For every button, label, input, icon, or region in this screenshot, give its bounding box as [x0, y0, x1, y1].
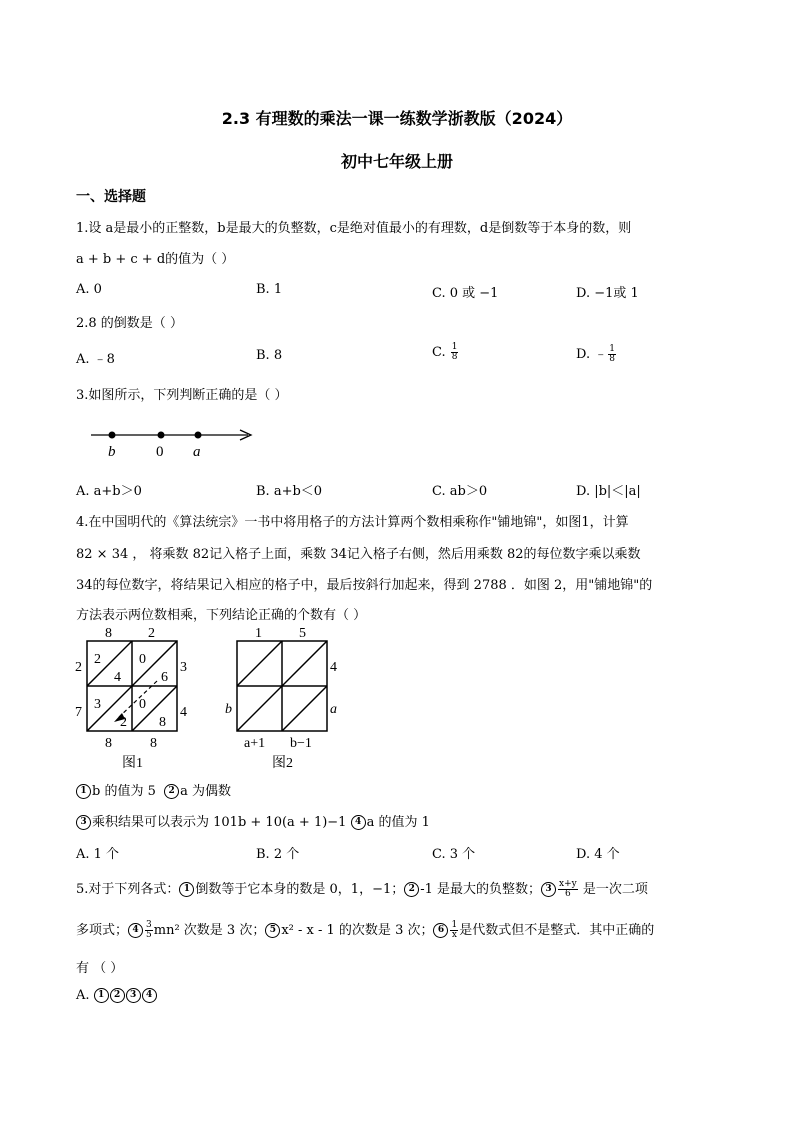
- fraction-1-over-x: [450, 921, 458, 940]
- fig1-bottom-8b: 8: [150, 736, 157, 751]
- fig1-cell: 8: [159, 715, 166, 730]
- q5-item-5: x² - x - 1 的次数是 3 次；: [281, 923, 434, 938]
- fig1-caption: 图1: [122, 756, 143, 771]
- fraction-x-plus-y-over-6: [558, 880, 578, 899]
- q5-intro: 5.对于下列各式：: [76, 882, 180, 897]
- fig2-bottom-a-plus-1: a+1: [244, 736, 266, 751]
- statement-1: b 的值为 5: [92, 784, 156, 799]
- circled-number-5-icon: 5: [265, 923, 280, 938]
- q1-option-c[interactable]: C. 0 或 −1: [432, 286, 499, 301]
- fig1-cell: 2: [120, 715, 127, 730]
- statement-2: a 为偶数: [180, 784, 232, 799]
- circled-number-4-icon: 4: [128, 923, 143, 938]
- circled-number-2-icon: 2: [110, 988, 125, 1003]
- section-heading: 一、选择题: [76, 189, 146, 205]
- statement-4: a 的值为 1: [366, 815, 430, 830]
- q3-text: 3.如图所示，下列判断正确的是（ ）: [76, 388, 288, 403]
- frac-num: 1: [609, 344, 615, 354]
- circled-number-3-icon: 3: [126, 988, 141, 1003]
- q1-text-line1: 1.设 a是最小的正整数，b是最大的负整数，c是绝对值最小的有理数，d是倒数等于本身的数，则: [76, 221, 632, 236]
- q3-option-d[interactable]: D. |b|＜|a|: [576, 484, 641, 499]
- q4-line2: 82 × 34 ， 将乘数 82记入格子上面，乘数 34记入格子右侧，然后用乘数 82的每位数字乘以乘数: [76, 547, 641, 562]
- fig2-right-a: a: [330, 702, 337, 717]
- q1-option-d[interactable]: D. −1或 1: [576, 286, 639, 301]
- q1-option-a[interactable]: A. 0: [76, 282, 102, 297]
- q5-item-3: 是一次二项: [582, 882, 648, 897]
- frac-den: 6: [565, 889, 571, 899]
- q1-option-b[interactable]: B. 1: [256, 282, 283, 297]
- q1-text-line2: a + b + c + d的值为（ ）: [76, 252, 235, 267]
- fig1-cell: 4: [114, 670, 121, 685]
- fig2-left-b: b: [225, 702, 232, 717]
- point-a: [195, 432, 202, 439]
- circled-number-4-icon: 4: [351, 815, 366, 830]
- q2-option-d-label: D. ﹣: [576, 347, 608, 362]
- fig1-left-7: 7: [75, 705, 82, 720]
- circled-number-1-icon: 1: [94, 988, 109, 1003]
- fig1-top-2: 2: [148, 626, 155, 641]
- frac-den: 8: [451, 352, 458, 362]
- q5-item-2: -1 是最大的负整数；: [420, 882, 542, 897]
- q5-item-6: 是代数式但不是整式．其中正确的: [459, 923, 655, 938]
- fraction-one-eighth: [451, 343, 459, 362]
- q5-option-a[interactable]: [76, 988, 158, 1003]
- q2-option-b[interactable]: B. 8: [256, 348, 283, 363]
- q5-item-1: 倒数等于它本身的数是 0，1，−1；: [195, 882, 405, 897]
- fig2-bottom-b-minus-1: b−1: [290, 736, 312, 751]
- q2-option-a[interactable]: A. ﹣8: [76, 352, 115, 367]
- q5-line3: 有 （ ）: [76, 961, 124, 976]
- circled-number-1-icon: 1: [76, 784, 91, 799]
- q2-option-c[interactable]: [432, 343, 459, 362]
- fig2-top-1: 1: [255, 626, 262, 641]
- statement-3: 乘积结果可以表示为 101b + 10(a + 1)−1: [92, 815, 347, 830]
- frac-den: x: [451, 930, 457, 940]
- q4-option-d[interactable]: D. 4 个: [576, 847, 620, 862]
- frac-num: 1: [451, 920, 458, 930]
- q4-line3: 34的每位数字，将结果记入相应的格子中，最后按斜行加起来，得到 2788 ．如图 2，用"铺地锦"的: [76, 578, 653, 593]
- figure-1-lattice: [72, 624, 197, 774]
- fig1-cell: 6: [161, 670, 168, 685]
- fig1-right-3: 3: [180, 660, 187, 675]
- frac-num: 1: [451, 342, 458, 352]
- circled-number-2-icon: 2: [404, 882, 419, 897]
- fig1-cell: 0: [139, 697, 146, 712]
- q3-option-a[interactable]: A. a+b＞0: [76, 484, 142, 499]
- q4-option-b[interactable]: B. 2 个: [256, 847, 300, 862]
- q4-line4: 方法表示两位数相乘，下列结论正确的个数有（ ）: [76, 608, 367, 623]
- fig1-cell: 2: [94, 652, 101, 667]
- q5-line1: [76, 878, 648, 899]
- q5-item-3-cont: 多项式；: [76, 923, 129, 938]
- q5-option-a-label: A.: [76, 988, 94, 1003]
- point-b: [109, 432, 116, 439]
- q4-option-c[interactable]: C. 3 个: [432, 847, 476, 862]
- q2-option-c-label: C.: [432, 345, 450, 360]
- frac-den: 8: [609, 354, 615, 364]
- page-title: 2.3 有理数的乘法一课一练数学浙教版（2024）: [221, 109, 573, 128]
- circled-number-3-icon: 3: [541, 882, 556, 897]
- fig1-bottom-8a: 8: [105, 736, 112, 751]
- q3-option-b[interactable]: B. a+b＜0: [256, 484, 323, 499]
- q4-option-a[interactable]: A. 1 个: [76, 847, 120, 862]
- label-a: a: [193, 444, 201, 460]
- q2-text: 2.8 的倒数是（ ）: [76, 316, 183, 331]
- fraction-neg-one-eighth: [608, 345, 616, 364]
- fraction-3-over-5: [145, 921, 153, 940]
- fig2-caption: 图2: [272, 756, 293, 771]
- circled-number-3-icon: 3: [76, 815, 91, 830]
- circled-number-2-icon: 2: [164, 784, 179, 799]
- fig1-left-2: 2: [75, 660, 82, 675]
- q4-line1: 4.在中国明代的《算法统宗》一书中将用格子的方法计算两个数相乘称作"铺地锦"，如图1，计算: [76, 515, 629, 530]
- q2-option-d[interactable]: [576, 343, 617, 364]
- point-0: [158, 432, 165, 439]
- q3-option-c[interactable]: C. ab＞0: [432, 484, 488, 499]
- fig1-cell: 0: [139, 652, 146, 667]
- frac-num: x+y: [559, 879, 577, 889]
- figure-2-lattice: [222, 624, 347, 774]
- fig1-right-4: 4: [180, 705, 187, 720]
- number-line-figure: [88, 422, 263, 462]
- label-0: 0: [156, 444, 164, 460]
- fig1-cell: 3: [94, 697, 101, 712]
- circled-number-6-icon: 6: [433, 923, 448, 938]
- circled-number-4-icon: 4: [142, 988, 157, 1003]
- q4-statements-row1: [76, 780, 231, 799]
- q4-statements-row2: [76, 811, 430, 830]
- label-b: b: [108, 444, 116, 460]
- frac-num: 3: [146, 920, 152, 930]
- frac-den: 5: [146, 930, 152, 940]
- circled-number-1-icon: 1: [179, 882, 194, 897]
- page-subtitle: 初中七年级上册: [340, 152, 453, 171]
- q5-item-4: mn² 次数是 3 次；: [153, 923, 266, 938]
- fig2-top-5: 5: [299, 626, 306, 641]
- q5-line2: [76, 919, 654, 940]
- fig2-right-4: 4: [330, 660, 337, 675]
- fig1-top-8: 8: [105, 626, 112, 641]
